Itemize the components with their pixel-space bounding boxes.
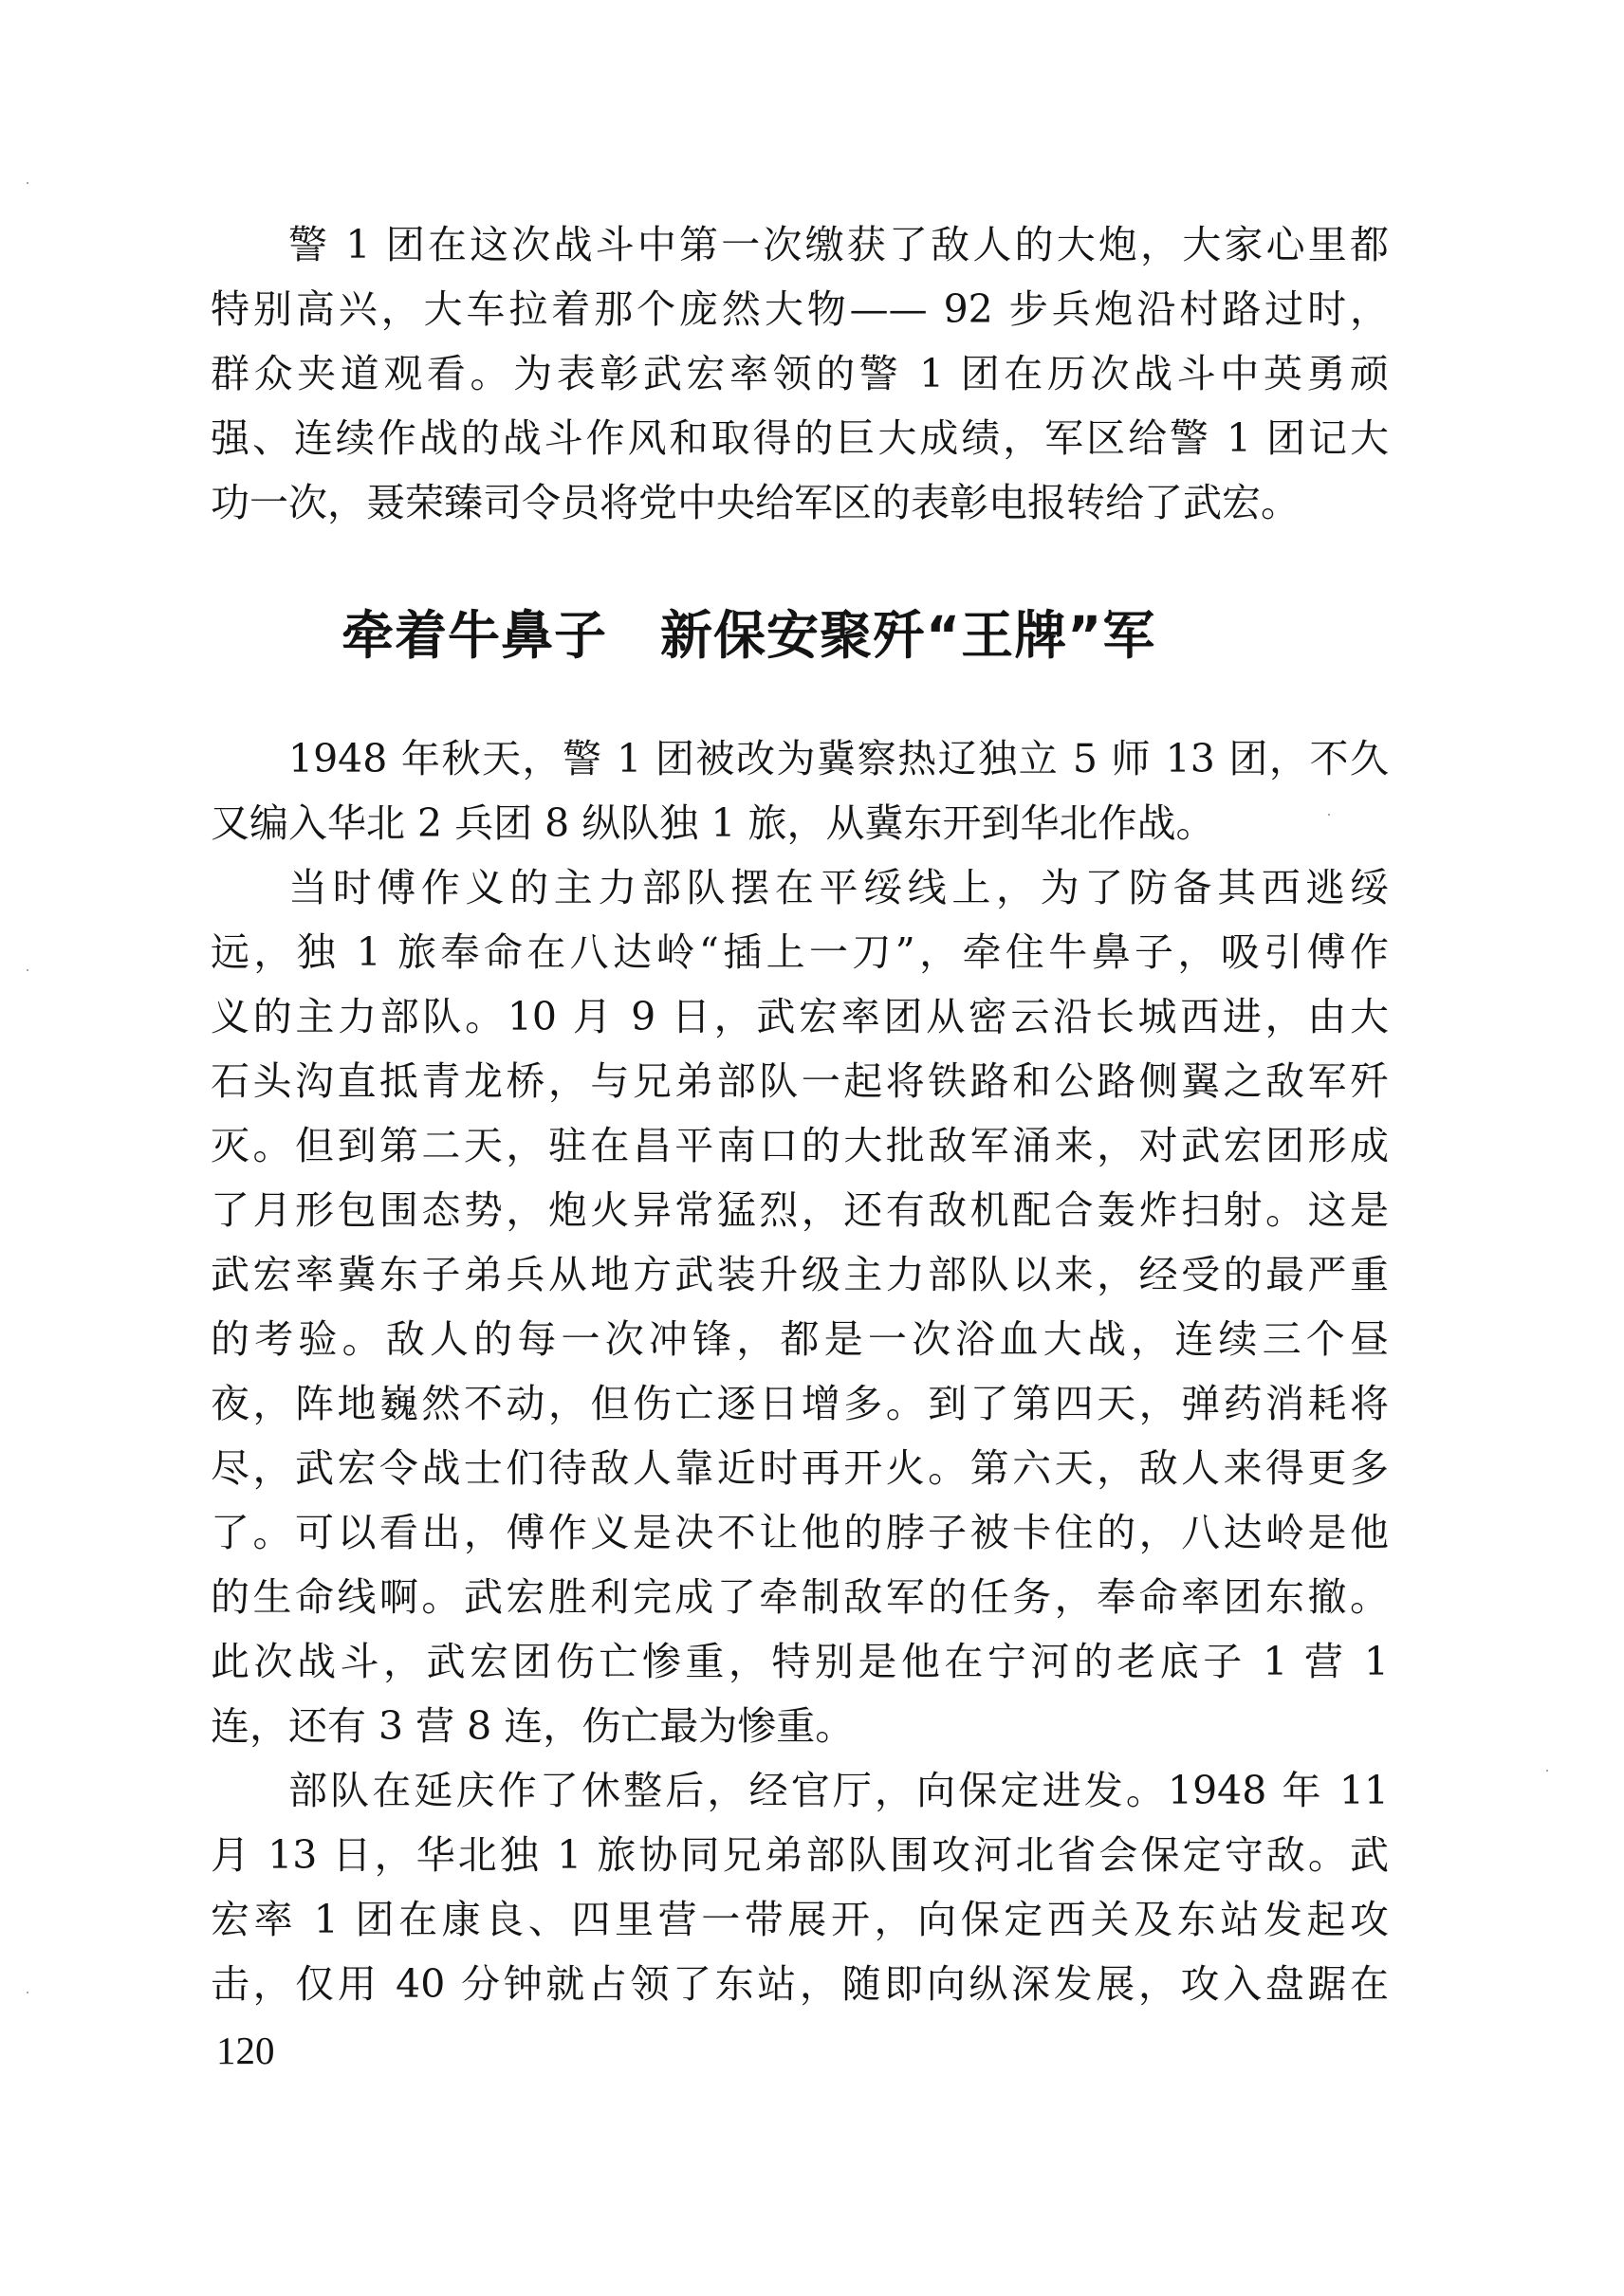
text-line: 了月形包围态势，炮火异常猛烈，还有敌机配合轰炸扫射。这是 [211, 1187, 1389, 1233]
text-line: 功一次，聂荣臻司令员将党中央给军区的表彰电报转给了武宏。 [211, 480, 1300, 525]
text-line: 又编入华北 2 兵团 8 纵队独 1 旅，从冀东开到华北作战。 [211, 800, 1215, 846]
text-line: 武宏率冀东子弟兵从地方武装升级主力部队以来，经受的最严重 [211, 1252, 1389, 1297]
text-line: 了。可以看出，傅作义是决不让他的脖子被卡住的，八达岭是他 [211, 1510, 1389, 1555]
section-heading: 牵着牛鼻子 新保安聚歼“王牌”军 [341, 605, 1156, 666]
text-line: 此次战斗，武宏团伤亡惨重，特别是他在宁河的老底子 1 营 1 [211, 1639, 1389, 1684]
text-line: 连，还有 3 营 8 连，伤亡最为惨重。 [211, 1703, 855, 1749]
text-line: 尽，武宏令战士们待敌人靠近时再开火。第六天，敌人来得更多 [211, 1445, 1389, 1491]
text-line: 灭。但到第二天，驻在昌平南口的大批敌军涌来，对武宏团形成 [211, 1123, 1389, 1168]
text-line: 的考验。敌人的每一次冲锋，都是一次浴血大战，连续三个昼 [211, 1316, 1389, 1362]
scan-speck [1546, 1770, 1548, 1772]
text-line: 击，仅用 40 分钟就占领了东站，随即向纵深发展，攻入盘踞在 [211, 1961, 1389, 2007]
text-line: 义的主力部队。10 月 9 日，武宏率团从密云沿长城西进，由大 [211, 994, 1389, 1039]
text-line: 月 13 日，华北独 1 旅协同兄弟部队围攻河北省会保定守敌。武 [211, 1832, 1389, 1878]
text-line: 部队在延庆作了休整后，经官厅，向保定进发。1948 年 11 [288, 1768, 1389, 1813]
text-line: 当时傅作义的主力部队摆在平绥线上，为了防备其西逃绥 [288, 865, 1389, 910]
text-line: 夜，阵地巍然不动，但伤亡逐日增多。到了第四天，弹药消耗将 [211, 1381, 1389, 1426]
text-line: 石头沟直抵青龙桥，与兄弟部队一起将铁路和公路侧翼之敌军歼 [211, 1058, 1389, 1104]
text-line: 警 1 团在这次战斗中第一次缴获了敌人的大炮，大家心里都 [288, 222, 1389, 267]
scan-speck [27, 1992, 28, 1993]
text-line: 群众夹道观看。为表彰武宏率领的警 1 团在历次战斗中英勇顽 [211, 351, 1389, 396]
scan-speck [1328, 814, 1330, 816]
text-line: 的生命线啊。武宏胜利完成了牵制敌军的任务，奉命率团东撤。 [211, 1574, 1389, 1620]
text-line: 1948 年秋天，警 1 团被改为冀察热辽独立 5 师 13 团，不久 [288, 736, 1389, 781]
scan-speck [27, 182, 28, 184]
text-line: 宏率 1 团在康良、四里营一带展开，向保定西关及东站发起攻 [211, 1897, 1389, 1942]
scan-speck [27, 969, 28, 971]
page-number: 120 [216, 2029, 275, 2072]
text-line: 远，独 1 旅奉命在八达岭“插上一刀”，牵住牛鼻子，吸引傅作 [211, 929, 1389, 975]
text-line: 特别高兴，大车拉着那个庞然大物—— 92 步兵炮沿村路过时， [211, 286, 1389, 332]
text-line: 强、连续作战的战斗作风和取得的巨大成绩，军区给警 1 团记大 [211, 415, 1389, 461]
